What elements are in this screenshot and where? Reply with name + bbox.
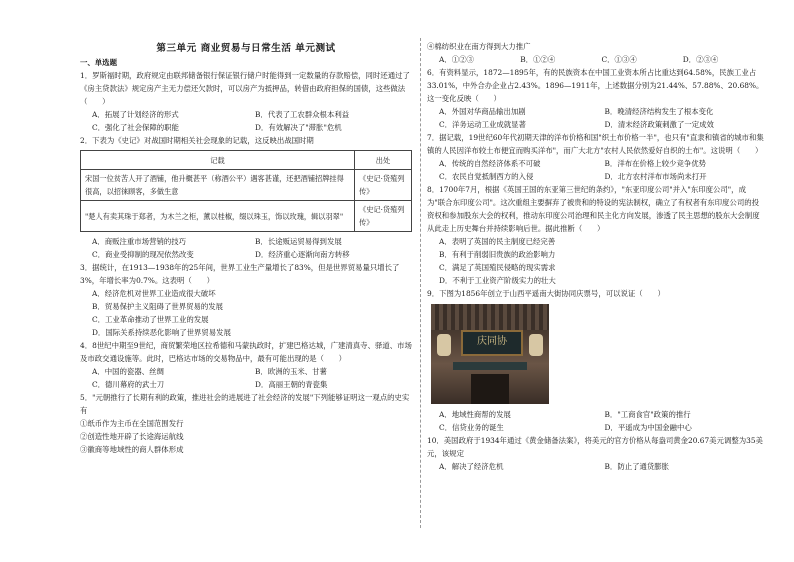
option-c: C．洋务运动工业成就显著 xyxy=(439,120,526,129)
option-d: D．清末经济政策刺激了一定成效 xyxy=(604,120,714,129)
question-5-options xyxy=(427,53,764,66)
option-c: C．工业革命推动了世界工业的发展 xyxy=(92,315,209,324)
option-a: A．传统的自然经济体系不可破 xyxy=(439,159,541,168)
table-header-source: 出处 xyxy=(355,151,412,170)
option-c: C．农民自觉抵制西方的入侵 xyxy=(439,172,534,181)
option-c: C．商业受抑制的现况依然改变 xyxy=(92,250,194,259)
source-table xyxy=(80,150,412,232)
option-b: B．贸易保护主义阻碍了世界贸易的发展 xyxy=(92,302,224,311)
statement-2: ②创造性地开辟了长途海运航线 xyxy=(80,432,184,441)
option-a: A．拓展了计划经济的形式 xyxy=(92,110,179,119)
shop-door xyxy=(471,374,509,404)
option-d: D．国际关系持续恶化影响了世界贸易发展 xyxy=(92,328,231,337)
question-10: 10．美国政府于1934年通过《黄金储备法案》，将美元的官方价格从每盎司黄金20.67美元调整为35美元，该规定 xyxy=(427,436,763,458)
question-6-options xyxy=(427,105,764,131)
option-a: A．外国对华商品输出加剧 xyxy=(439,107,526,116)
question-4: 4．8世纪中期至9世纪，商贸繁荣地区拉希德和马蒙执政时，扩建巴格达城，广建清真寺、驿道、市场及市政交通设施等。此时，巴格达市场的交易物品中，最有可能出现的是（ ） xyxy=(80,341,412,363)
option-b: B．有利于削弱旧贵族的政治影响力 xyxy=(439,250,556,259)
question-5: 5．"元朝推行了长期有利的政策，推进社会的进展进了社会经济的发展"下列能够证明这一观点的史实有 xyxy=(80,393,410,415)
option-d: D．北方农村洋布市场尚未打开 xyxy=(604,172,707,181)
question-2: 2．下表为《史记》对战国时期相关社会现象的记载，这反映出战国时期 xyxy=(80,136,314,145)
question-2-options xyxy=(80,235,412,261)
question-7: 7．据记载，19世纪60年代初期天津的洋布价格和国"织土布价格一半"，也只有"直隶和镇省的城市和集镇的人民因洋布较土布便宜而购买洋布"，而广大北方"农村人民依然爱好自织的土布"。这说明（ ） xyxy=(427,133,764,155)
option-c: C．强化了社会保障的职能 xyxy=(92,123,179,132)
question-9: 9．下图为1856年创立于山西平遥南大街协同庆票号，可以说证（ ） xyxy=(427,289,665,298)
right-column xyxy=(427,40,764,473)
question-8: 8．1700年7月，根据《英国王国的东亚第三世纪的条约》，"东亚印度公司"并入"东印度公司"，成为"联合东印度公司"。这次重组主要摒弃了被贵和的特设的宪法制权，确立了有权者有东印度公司的投资权和参加股东大会的权利，推动东印度公司治理和民主化方向发展，渗透了民主思想的股东大会制度从此走上历史舞台并持续影响后世。据此推断（ ） xyxy=(427,185,760,233)
option-c: C．满足了英国殖民侵略的现实需求 xyxy=(439,263,556,272)
option-b: B．晚清经济结构发生了根本变化 xyxy=(604,107,714,116)
section-heading: 一、单选题 xyxy=(80,58,117,67)
option-b: B．防止了通货膨胀 xyxy=(604,462,670,471)
question-6: 6．有资料显示，1872—1895年，有的民族资本在中国工业资本所占比重达到64.58%，民族工业占33.01%，中外合办企业占2.43%。1896—1911年，上述数据分别为21.44%、57.88%、20.68%。这一变化反映（ ） xyxy=(427,68,764,103)
lantern-right xyxy=(529,334,543,356)
option-d: D．②③④ xyxy=(682,55,719,64)
option-c: C．信贷业务的诞生 xyxy=(439,423,504,432)
option-d: D．平遥成为中国金融中心 xyxy=(604,423,692,432)
option-d: D．经济重心逐渐向南方转移 xyxy=(255,250,350,259)
table-row xyxy=(81,170,412,201)
option-b: B．洋布在价格上较少竞争优势 xyxy=(604,159,707,168)
option-a: A．经济危机对世界工业造成很大破坏 xyxy=(92,289,216,298)
option-b: B．"工商食官"政策的推行 xyxy=(604,410,691,419)
table-cell-record: "楚人有卖其珠于郑者，为木兰之柜，薰以桂椒，缀以珠玉，饰以玫瑰，辑以羽翠" xyxy=(81,201,355,232)
table-cell-record: 宋国一位贫苦人开了酒铺，他升概甚平（称酒公平）遇客甚谨，还把酒铺招牌挂得很高，以招徕顾客，多做生意 xyxy=(81,170,355,201)
table-row xyxy=(81,201,412,232)
lantern-left xyxy=(437,334,451,356)
question-3: 3．据统计，在1913—1938年的25年间，世界工业生产量增长了83%，但是世界贸易量只增长了3%，年增长率为0.7%。这表明（ ） xyxy=(80,263,400,285)
option-c: C．德川幕府的武士刀 xyxy=(92,380,165,389)
option-a: A．中国的瓷器、丝绸 xyxy=(92,367,164,376)
option-a: A．商贩注重市场营销的技巧 xyxy=(92,237,187,246)
question-1: 1．罗斯福时期，政府规定由联邦储备银行保证银行储户时能得到一定数量的存款赔偿，同时还通过了《房主贷款法》规定房产主无力偿还欠款时，可以房产为抵押品，转借由政府担保的国债，这些做法（ ） xyxy=(80,71,410,106)
statement-3: ③徽商等地域性的商人群体形成 xyxy=(80,445,184,454)
option-a: A．地域性商帮的发展 xyxy=(439,410,511,419)
option-b: B．①②④ xyxy=(520,55,556,64)
statement-4: ④棉纺织业在南方得到大力推广 xyxy=(427,42,531,51)
page-title: 第三单元 商业贸易与日常生活 单元测试 xyxy=(156,43,336,54)
question-4-options xyxy=(80,365,412,391)
column-divider xyxy=(420,38,421,528)
table-header-record: 记载 xyxy=(81,151,355,170)
option-a: A．①②③ xyxy=(439,55,474,64)
statement-1: ①纸币作为主币在全国范围发行 xyxy=(80,419,184,428)
shop-plaque: 庆同协 xyxy=(461,330,523,356)
option-d: D．不利于工业资产阶级实力的壮大 xyxy=(439,276,556,285)
table-cell-source: 《史记·货殖列传》 xyxy=(355,170,412,201)
question-10-options xyxy=(427,460,764,473)
shop-photo xyxy=(431,304,549,404)
option-b: B．代表了工农群众根本利益 xyxy=(255,110,350,119)
question-7-options xyxy=(427,157,764,183)
option-c: C．①③④ xyxy=(601,55,637,64)
option-a: A．表明了英国的民主制度已经完善 xyxy=(439,237,556,246)
left-column xyxy=(80,38,412,456)
option-d: D．高丽王朝的青瓷集 xyxy=(255,380,328,389)
question-1-options xyxy=(80,108,412,134)
table-cell-source: 《史记·货殖列传》 xyxy=(355,201,412,232)
option-d: D．有效解决了"滞胀"危机 xyxy=(255,123,342,132)
option-b: B．欧洲的玉米、甘薯 xyxy=(255,367,327,376)
roof-eave xyxy=(431,304,549,330)
question-9-options xyxy=(427,408,764,434)
option-a: A．解决了经济危机 xyxy=(439,462,504,471)
shop-sign xyxy=(453,362,527,370)
option-b: B．长途贩运贸易得到发展 xyxy=(255,237,342,246)
